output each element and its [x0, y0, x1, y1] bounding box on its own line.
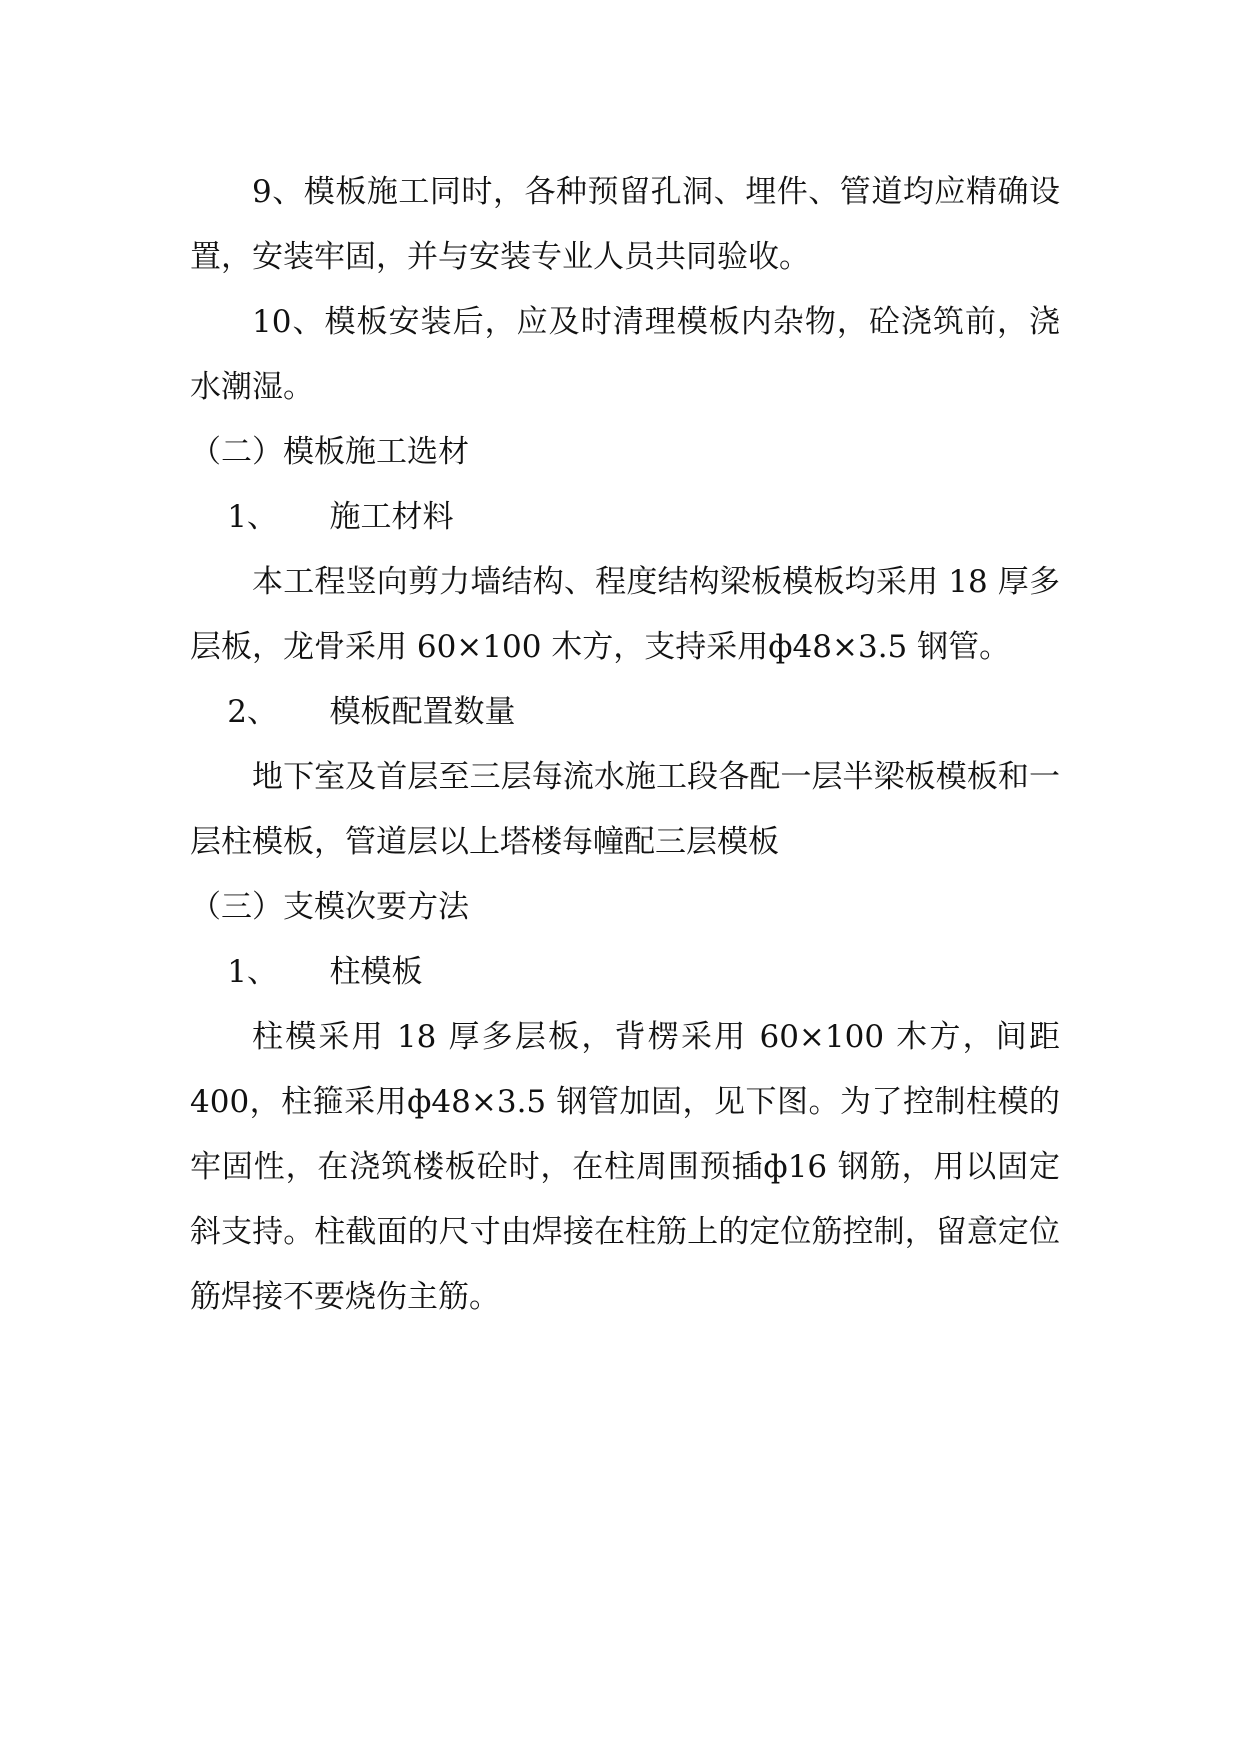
subheading-number: 2、	[227, 694, 278, 730]
paragraph-column-formwork: 柱模采用 18 厚多层板，背楞采用 60×100 木方，间距 400，柱箍采用ф48×3.5 钢管加固，见下图。为了控制柱模的牢固性，在浇筑楼板砼时，在柱周围预插ф16 钢筋，用以固定斜支持。柱截面的尺寸由焊接在柱筋上的定位筋控制，留意定位筋焊接不要烧伤主筋。	[190, 1019, 1060, 1315]
subheading-quantity	[190, 680, 1060, 745]
paragraph-item-10: 10、模板安装后，应及时清理模板内杂物，砼浇筑前，浇水潮湿。	[190, 304, 1060, 405]
subheading-column-formwork	[190, 940, 1060, 1005]
subheading-title: 施工材料	[329, 499, 454, 535]
subheading-materials	[190, 485, 1060, 550]
subheading-number: 1、	[227, 954, 278, 990]
subheading-number: 1、	[227, 499, 278, 535]
paragraph-item-9: 9、模板施工同时，各种预留孔洞、埋件、管道均应精确设置，安装牢固，并与安装专业人员共同验收。	[190, 174, 1060, 275]
subheading-title: 柱模板	[329, 954, 423, 990]
section-heading-3: （三）支模次要方法	[190, 889, 469, 925]
subheading-title: 模板配置数量	[329, 694, 516, 730]
paragraph-quantity: 地下室及首层至三层每流水施工段各配一层半梁板模板和一层柱模板，管道层以上塔楼每幢配三层模板	[190, 759, 1060, 860]
section-heading-2: （二）模板施工选材	[190, 434, 469, 470]
document-body	[190, 160, 1060, 1330]
paragraph-materials: 本工程竖向剪力墙结构、程度结构梁板模板均采用 18 厚多层板，龙骨采用 60×100 木方，支持采用ф48×3.5 钢管。	[190, 564, 1060, 665]
